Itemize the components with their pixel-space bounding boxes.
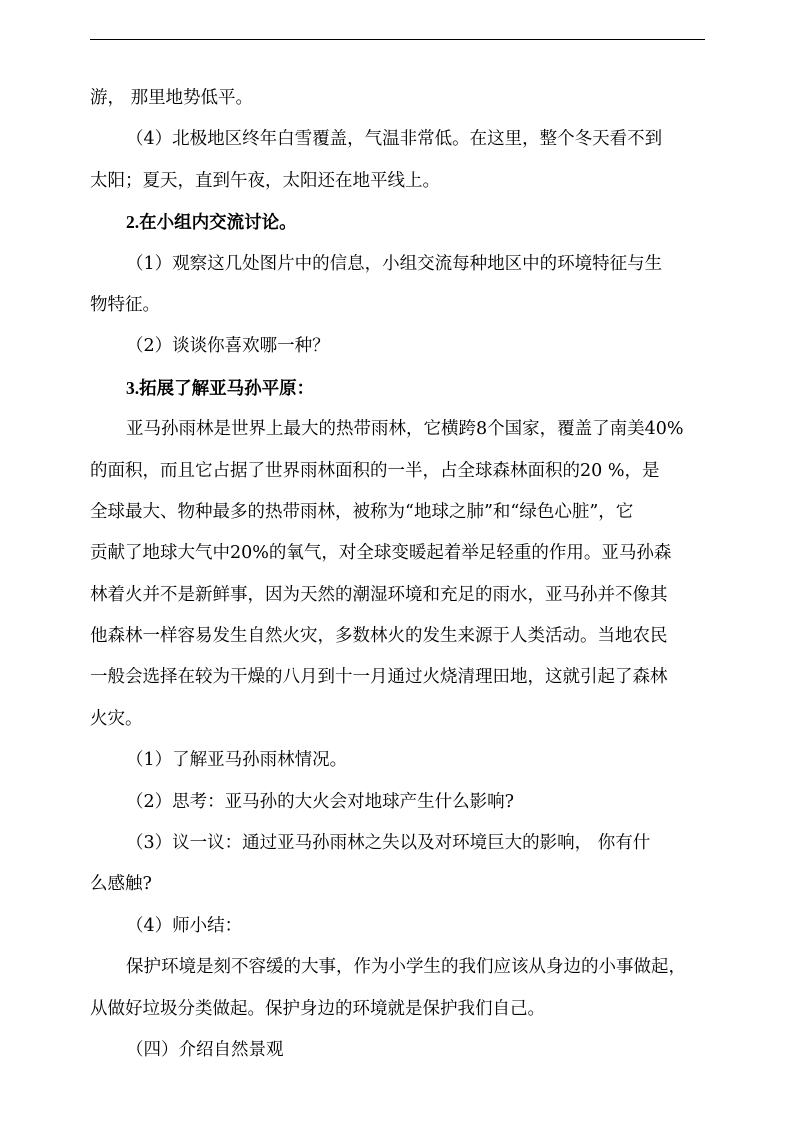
text-line: 他森林一样容易发生自然火灾，多数林火的发生来源于人类活动。当地农民	[90, 626, 668, 647]
text-line: 一般会选择在较为干燥的八月到十一月通过火烧清理田地，这就引起了森林	[90, 667, 668, 688]
text-line: 亚马孙雨林是世界上最大的热带雨林，它横跨8个国家，覆盖了南美40%	[126, 419, 684, 440]
text-line: 太阳；夏天，直到午夜，太阳还在地平线上。	[90, 170, 440, 191]
text-line: 的面积，而且它占据了世界雨林面积的一半，占全球森林面积的20 %，是	[90, 460, 660, 481]
text-line: 么感触?	[90, 874, 152, 895]
text-line: （1）观察这几处图片中的信息，小组交流每种地区中的环境特征与生	[126, 253, 663, 274]
text-line: 全球最大、物种最多的热带雨林，被称为“地球之肺”和“绿色心脏”，它	[90, 501, 634, 522]
text-line: 游， 那里地势低平。	[90, 88, 254, 108]
text-line: （4）师小结：	[126, 915, 243, 936]
text-line: （2）思考：亚马孙的大火会对地球产生什么影响?	[126, 791, 515, 812]
section-heading-discussion: 2.在小组内交流讨论。	[126, 212, 297, 233]
document-body	[90, 78, 705, 1071]
paragraph-arctic	[90, 119, 705, 160]
section-heading-landscape: （四）介绍自然景观	[126, 1039, 284, 1060]
text-line: 林着火并不是新鲜事，因为天然的潮湿环境和充足的雨水，亚马孙并不像其	[90, 584, 668, 605]
text-line: 保护环境是刻不容缓的大事，作为小学生的我们应该从身边的小事做起，	[126, 957, 686, 978]
section-heading-amazon: 3.拓展了解亚马孙平原：	[126, 377, 315, 398]
text-line: 从做好垃圾分类做起。保护身边的环境就是保护我们自己。	[90, 998, 545, 1019]
text-line: 物特征。	[90, 294, 160, 315]
text-line: （2）谈谈你喜欢哪一种？	[126, 336, 330, 357]
text-line: （4）北极地区终年白雪覆盖，气温非常低。在这里，整个冬天看不到	[126, 129, 663, 150]
header-rule	[90, 39, 705, 40]
text-line: （3）议一议：通过亚马孙雨林之失以及对环境巨大的影响， 你有什	[126, 833, 651, 854]
text-line: 火灾。	[90, 708, 143, 729]
text-line: （1）了解亚马孙雨林情况。	[126, 750, 348, 771]
text-line: 贡献了地球大气中20%的氧气，对全球变暖起着举足轻重的作用。亚马孙森	[90, 543, 672, 564]
